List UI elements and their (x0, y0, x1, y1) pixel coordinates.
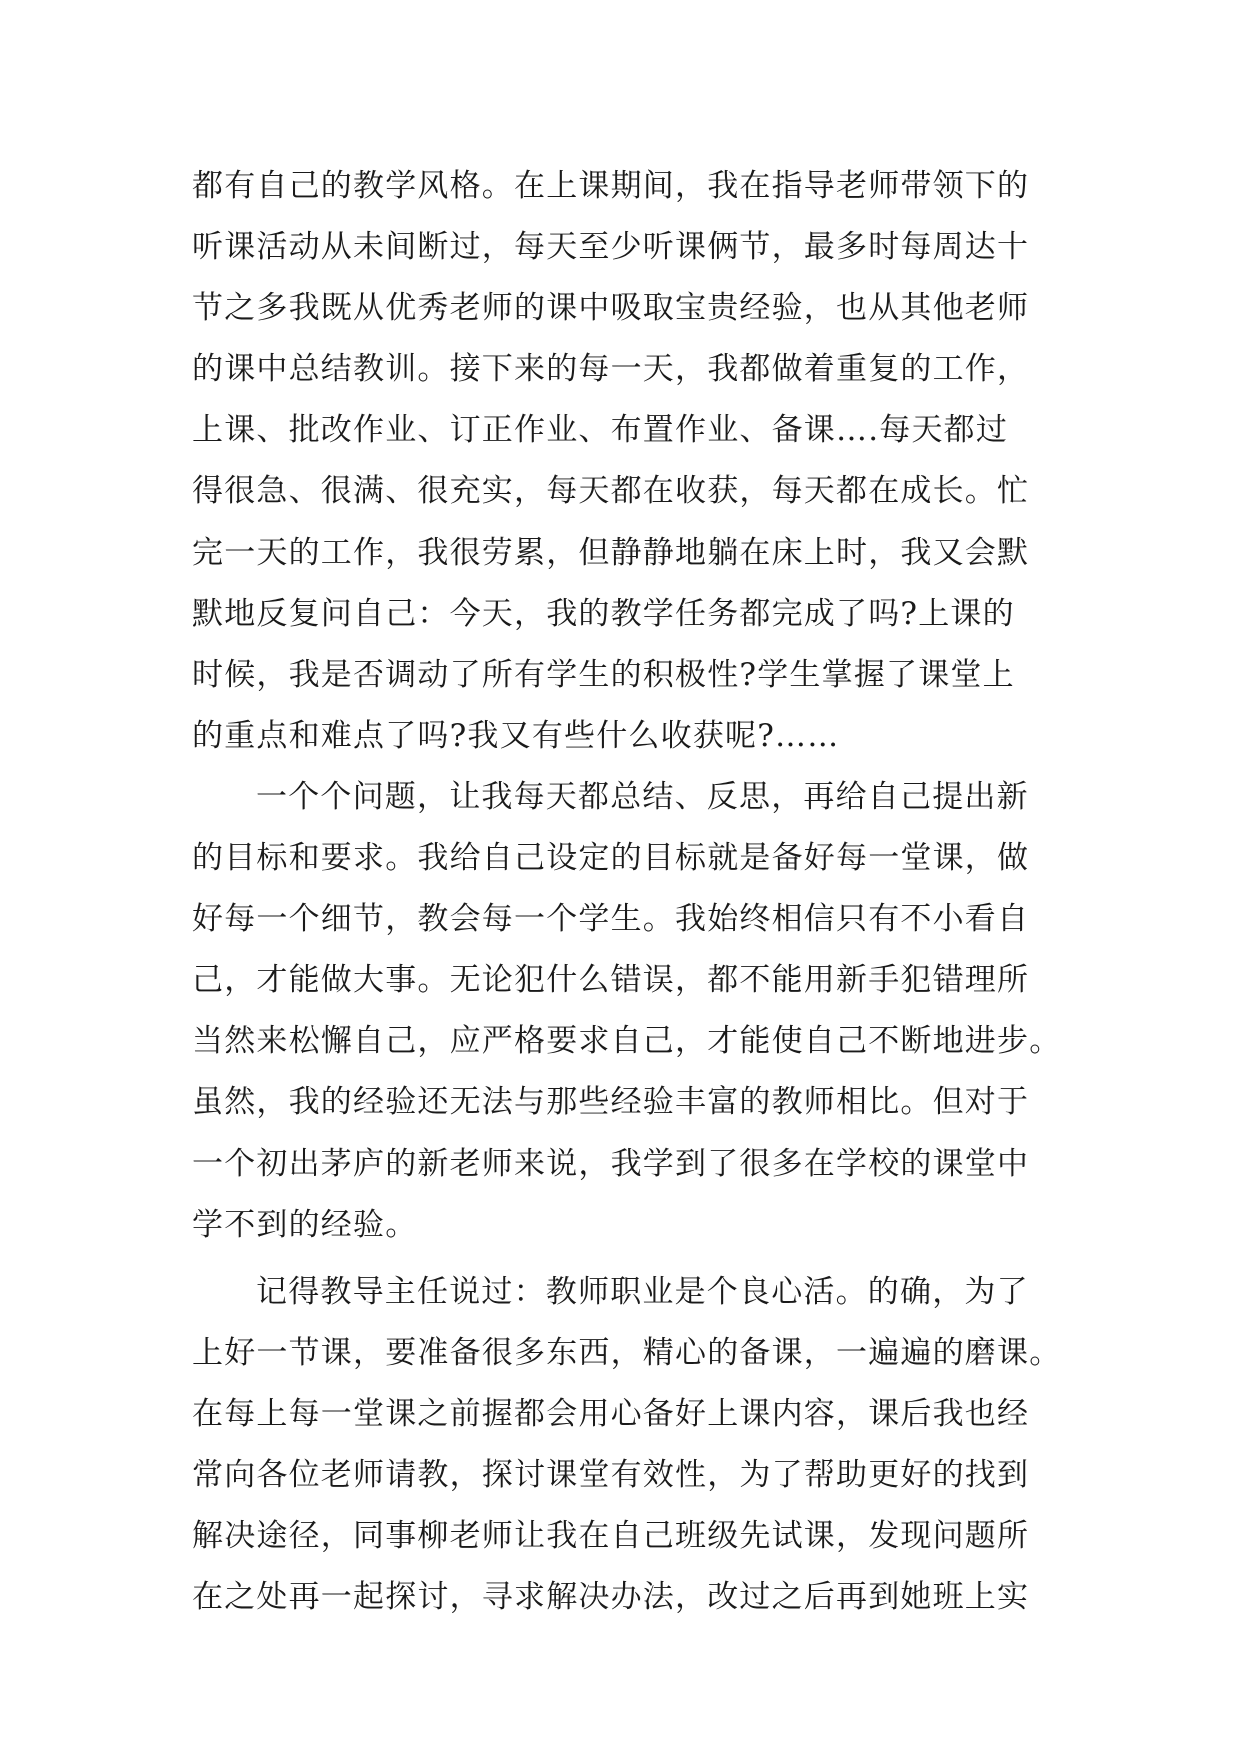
text-line: 听课活动从未间断过，每天至少听课俩节，最多时每周达十 (192, 229, 1030, 266)
body-text (192, 156, 1062, 1628)
text-line: 的课中总结教训。接下来的每一天，我都做着重复的工作， (192, 351, 1030, 388)
text-line: 在每上每一堂课之前握都会用心备好上课内容，课后我也经 (192, 1395, 1030, 1432)
text-line: 的目标和要求。我给自己设定的目标就是备好每一堂课，做 (192, 840, 1030, 877)
text-line: 己，才能做大事。无论犯什么错误，都不能用新手犯错理所 (192, 962, 1030, 999)
text-line: 上课、批改作业、订正作业、布置作业、备课….每天都过 (192, 412, 1009, 449)
text-line: 在之处再一起探讨，寻求解决办法，改过之后再到她班上实 (192, 1579, 1030, 1616)
text-line: 的重点和难点了吗?我又有些什么收获呢?…… (192, 717, 840, 754)
text-line: 学不到的经验。 (192, 1206, 418, 1243)
text-line: 都有自己的教学风格。在上课期间，我在指导老师带领下的 (192, 168, 1030, 204)
text-line: 节之多我既从优秀老师的课中吸取宝贵经验，也从其他老师 (192, 290, 1030, 327)
text-line: 一个初出茅庐的新老师来说，我学到了很多在学校的课堂中 (192, 1145, 1030, 1182)
text-line: 常向各位老师请教，探讨课堂有效性，为了帮助更好的找到 (192, 1456, 1030, 1493)
text-line: 记得教导主任说过：教师职业是个良心活。的确，为了 (256, 1273, 1029, 1310)
text-line: 虽然，我的经验还无法与那些经验丰富的教师相比。但对于 (192, 1084, 1030, 1121)
text-line: 得很急、很满、很充实，每天都在收获，每天都在成长。忙 (192, 473, 1030, 510)
text-line: 解决途径，同事柳老师让我在自己班级先试课，发现问题所 (192, 1518, 1030, 1555)
text-line: 默地反复问自己：今天，我的教学任务都完成了吗?上课的 (192, 595, 1015, 632)
text-line: 好每一个细节，教会每一个学生。我始终相信只有不小看自 (192, 901, 1030, 938)
text-line: 当然来松懈自己，应严格要求自己，才能使自己不断地进步。 (192, 1023, 1062, 1060)
text-line: 完一天的工作，我很劳累，但静静地躺在床上时，我又会默 (192, 534, 1030, 571)
text-line: 上好一节课，要准备很多东西，精心的备课，一遍遍的磨课。 (192, 1334, 1062, 1371)
text-line: 时候，我是否调动了所有学生的积极性?学生掌握了课堂上 (192, 656, 1015, 693)
text-line: 一个个问题，让我每天都总结、反思，再给自己提出新 (256, 778, 1029, 815)
